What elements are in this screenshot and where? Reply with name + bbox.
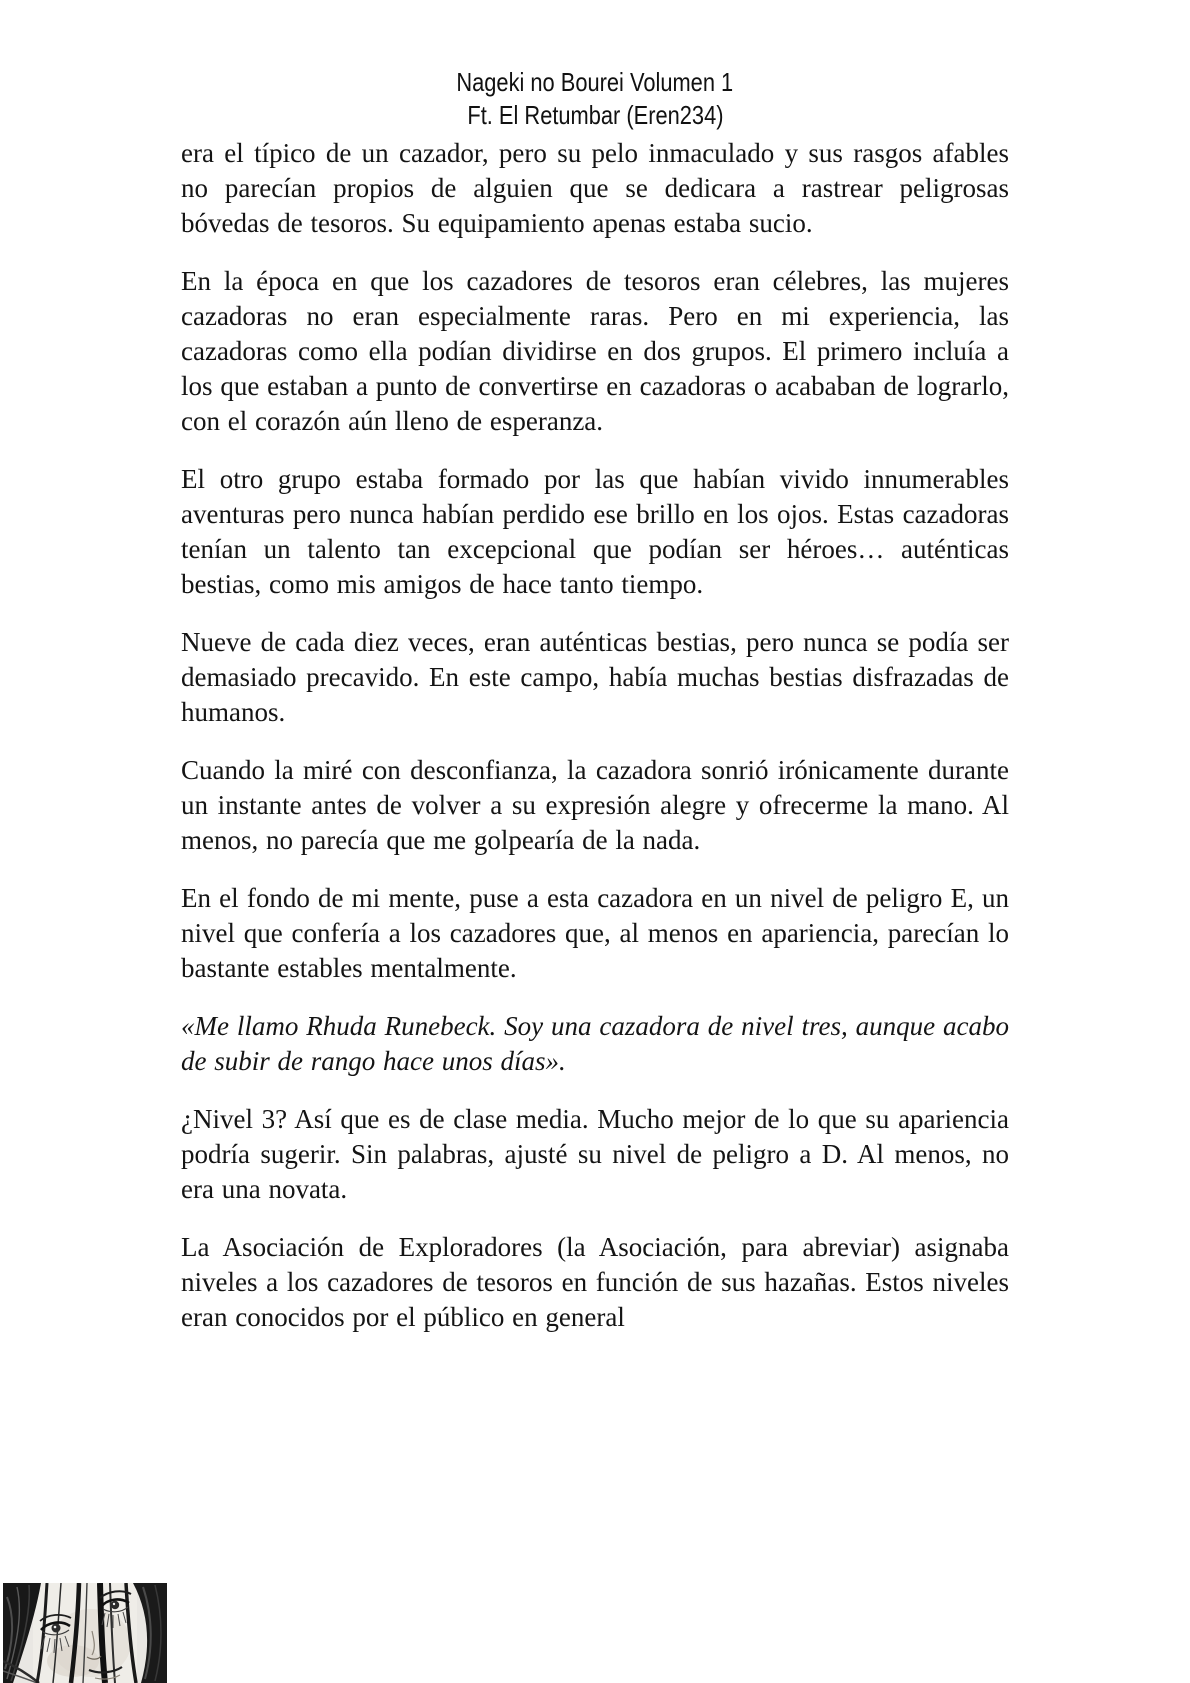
page-subtitle: Ft. El Retumbar (Eren234): [466, 100, 724, 130]
manga-face-svg: [3, 1583, 167, 1683]
paragraph-1: era el típico de un cazador, pero su pelo inmaculado y sus rasgos afables no parecían propios de alguien que se dedicara a rastrear peligrosas bóvedas de tesoros. Su equipamiento apenas estaba sucio.: [181, 138, 1009, 238]
paragraph-5: Cuando la miré con desconfianza, la cazadora sonrió irónicamente durante un instante antes de volver a su expresión alegre y ofrecerme la mano. Al menos, no parecía que me golpearía de la nada.: [181, 755, 1009, 855]
paragraph-2: En la época en que los cazadores de tesoros eran célebres, las mujeres cazadoras no eran especialmente raras. Pero en mi experiencia, las cazadoras como ella podían dividirse en dos grupos. El primero incluía a los que estaban a punto de convertirse en cazadoras o acababan de lograrlo, con el corazón aún lleno de esperanza.: [181, 266, 1009, 436]
paragraph-7-quote: «Me llamo Rhuda Runebeck. Soy una cazadora de nivel tres, aunque acabo de subir de rango hace unos días».: [181, 1011, 1009, 1076]
manga-face-image: [3, 1583, 167, 1683]
paragraph-9: La Asociación de Exploradores (la Asociación, para abreviar) asignaba niveles a los cazadores de tesoros en función de sus hazañas. Estos niveles eran conocidos por el público en general: [181, 1232, 1009, 1332]
paragraph-3: El otro grupo estaba formado por las que habían vivido innumerables aventuras pero nunca habían perdido ese brillo en los ojos. Estas cazadoras tenían un talento tan excepcional que podían ser héroes… auténticas bestias, como mis amigos de hace tanto tiempo.: [181, 464, 1009, 599]
page-header: [0, 0, 1190, 132]
paragraph-4: Nueve de cada diez veces, eran auténticas bestias, pero nunca se podía ser demasiado precavido. En este campo, había muchas bestias disfrazadas de humanos.: [181, 627, 1009, 727]
body-text: [181, 136, 1009, 1335]
page-title: Nageki no Bourei Volumen 1: [456, 67, 734, 97]
paragraph-6: En el fondo de mi mente, puse a esta cazadora en un nivel de peligro E, un nivel que confería a los cazadores que, al menos en apariencia, parecían lo bastante estables mentalmente.: [181, 883, 1009, 983]
paragraph-8: ¿Nivel 3? Así que es de clase media. Mucho mejor de lo que su apariencia podría sugerir. Sin palabras, ajusté su nivel de peligro a D. Al menos, no era una novata.: [181, 1104, 1009, 1204]
